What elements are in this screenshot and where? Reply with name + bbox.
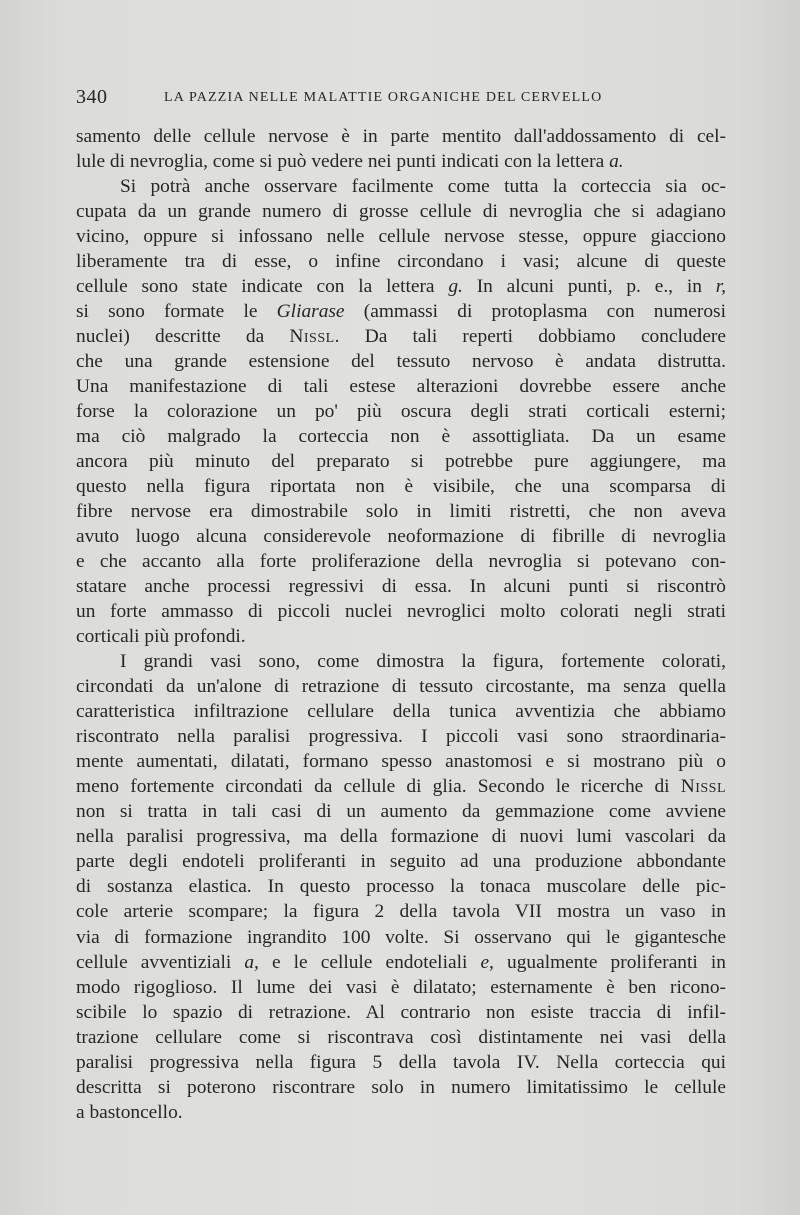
text-line: Si potrà anche osservare facilmente come tutta la corteccia sia oc- — [120, 176, 726, 198]
text-line: un forte ammasso di piccoli nuclei nevroglici molto colorati negli strati — [76, 601, 726, 623]
text-line: caratteristica infiltrazione cellulare della tunica avventizia che abbiamo — [76, 701, 726, 723]
text-line: non si tratta in tali casi di un aumento da gemmazione come avviene — [76, 801, 726, 823]
text-line: avuto luogo alcuna considerevole neoformazione di fibrille di nevroglia — [76, 526, 726, 548]
text-line: forse la colorazione un po' più oscura degli strati corticali esterni; — [76, 401, 726, 423]
text-line: descritta si poterono riscontrare solo in numero limitatissimo le cellule — [76, 1076, 726, 1098]
text-line: si sono formate le Gliarase (ammassi di protoplasma con numerosi — [76, 301, 726, 323]
page-number: 340 — [76, 86, 108, 108]
text-line: corticali più profondi. — [76, 626, 246, 648]
text-line: nuclei) descritte da Nissl. Da tali reperti dobbiamo concludere — [76, 326, 726, 348]
text-line: cole arterie scompare; la figura 2 della tavola VII mostra un vaso in — [76, 901, 726, 923]
text-line: samento delle cellule nervose è in parte mentito dall'addossamento di cel- — [76, 126, 726, 147]
text-line: trazione cellulare come si riscontrava così distintamente nei vasi della — [76, 1026, 726, 1048]
text-line: mente aumentati, dilatati, formano spesso anastomosi e si mostrano più o — [76, 751, 726, 773]
text-line: cellule avventiziali a, e le cellule endoteliali e, ugualmente proliferanti in — [76, 951, 726, 973]
text-line: nella paralisi progressiva, ma della formazione di nuovi lumi vascolari da — [76, 826, 726, 848]
text-line: lule di nevroglia, come si può vedere nei punti indicati con la lettera a. — [76, 151, 624, 173]
text-line: ma ciò malgrado la corteccia non è assottigliata. Da un esame — [76, 426, 726, 448]
text-line: di sostanza elastica. In questo processo la tonaca muscolare delle pic- — [76, 876, 726, 898]
text-line: vicino, oppure si infossano nelle cellule nervose stesse, oppure giacciono — [76, 226, 726, 248]
text-line: paralisi progressiva nella figura 5 della tavola IV. Nella corteccia qui — [76, 1051, 726, 1073]
body-text — [76, 124, 726, 1125]
text-line: cupata da un grande numero di grosse cellule di nevroglia che si adagiano — [76, 201, 726, 223]
text-line: che una grande estensione del tessuto nervoso è andata distrutta. — [76, 351, 726, 373]
text-line: riscontrato nella paralisi progressiva. I piccoli vasi sono straordinaria- — [76, 726, 726, 748]
text-line: circondati da un'alone di retrazione di tessuto circostante, ma senza quella — [76, 676, 726, 698]
text-line: ancora più minuto del preparato si potrebbe pure aggiungere, ma — [76, 451, 726, 473]
running-title: LA PAZZIA NELLE MALATTIE ORGANICHE DEL CERVELLO — [164, 90, 603, 105]
text-line: I grandi vasi sono, come dimostra la figura, fortemente colorati, — [120, 651, 726, 673]
page-header — [76, 86, 726, 116]
text-line: fibre nervose era dimostrabile solo in limiti ristretti, che non aveva — [76, 501, 726, 523]
text-line: via di formazione ingrandito 100 volte. Si osservano qui le gigantesche — [76, 926, 726, 948]
text-line: scibile lo spazio di retrazione. Al contrario non esiste traccia di infil- — [76, 1001, 726, 1023]
text-line: questo nella figura riportata non è visibile, che una scomparsa di — [76, 476, 726, 498]
text-line: meno fortemente circondati da cellule di glia. Secondo le ricerche di Nissl — [76, 776, 726, 798]
text-line: parte degli endoteli proliferanti in seguito ad una produzione abbondante — [76, 851, 726, 873]
text-line: Una manifestazione di tali estese alterazioni dovrebbe essere anche — [76, 376, 726, 398]
text-line: liberamente tra di esse, o infine circondano i vasi; alcune di queste — [76, 251, 726, 273]
text-line: modo rigoglioso. Il lume dei vasi è dilatato; esternamente è ben ricono- — [76, 976, 726, 998]
text-line: e che accanto alla forte proliferazione della nevroglia si potevano con- — [76, 551, 726, 573]
text-line: cellule sono state indicate con la lettera g. In alcuni punti, p. e., in r, — [76, 276, 726, 298]
text-line: a bastoncello. — [76, 1101, 183, 1123]
text-line: statare anche processi regressivi di essa. In alcuni punti si riscontrò — [76, 576, 726, 598]
